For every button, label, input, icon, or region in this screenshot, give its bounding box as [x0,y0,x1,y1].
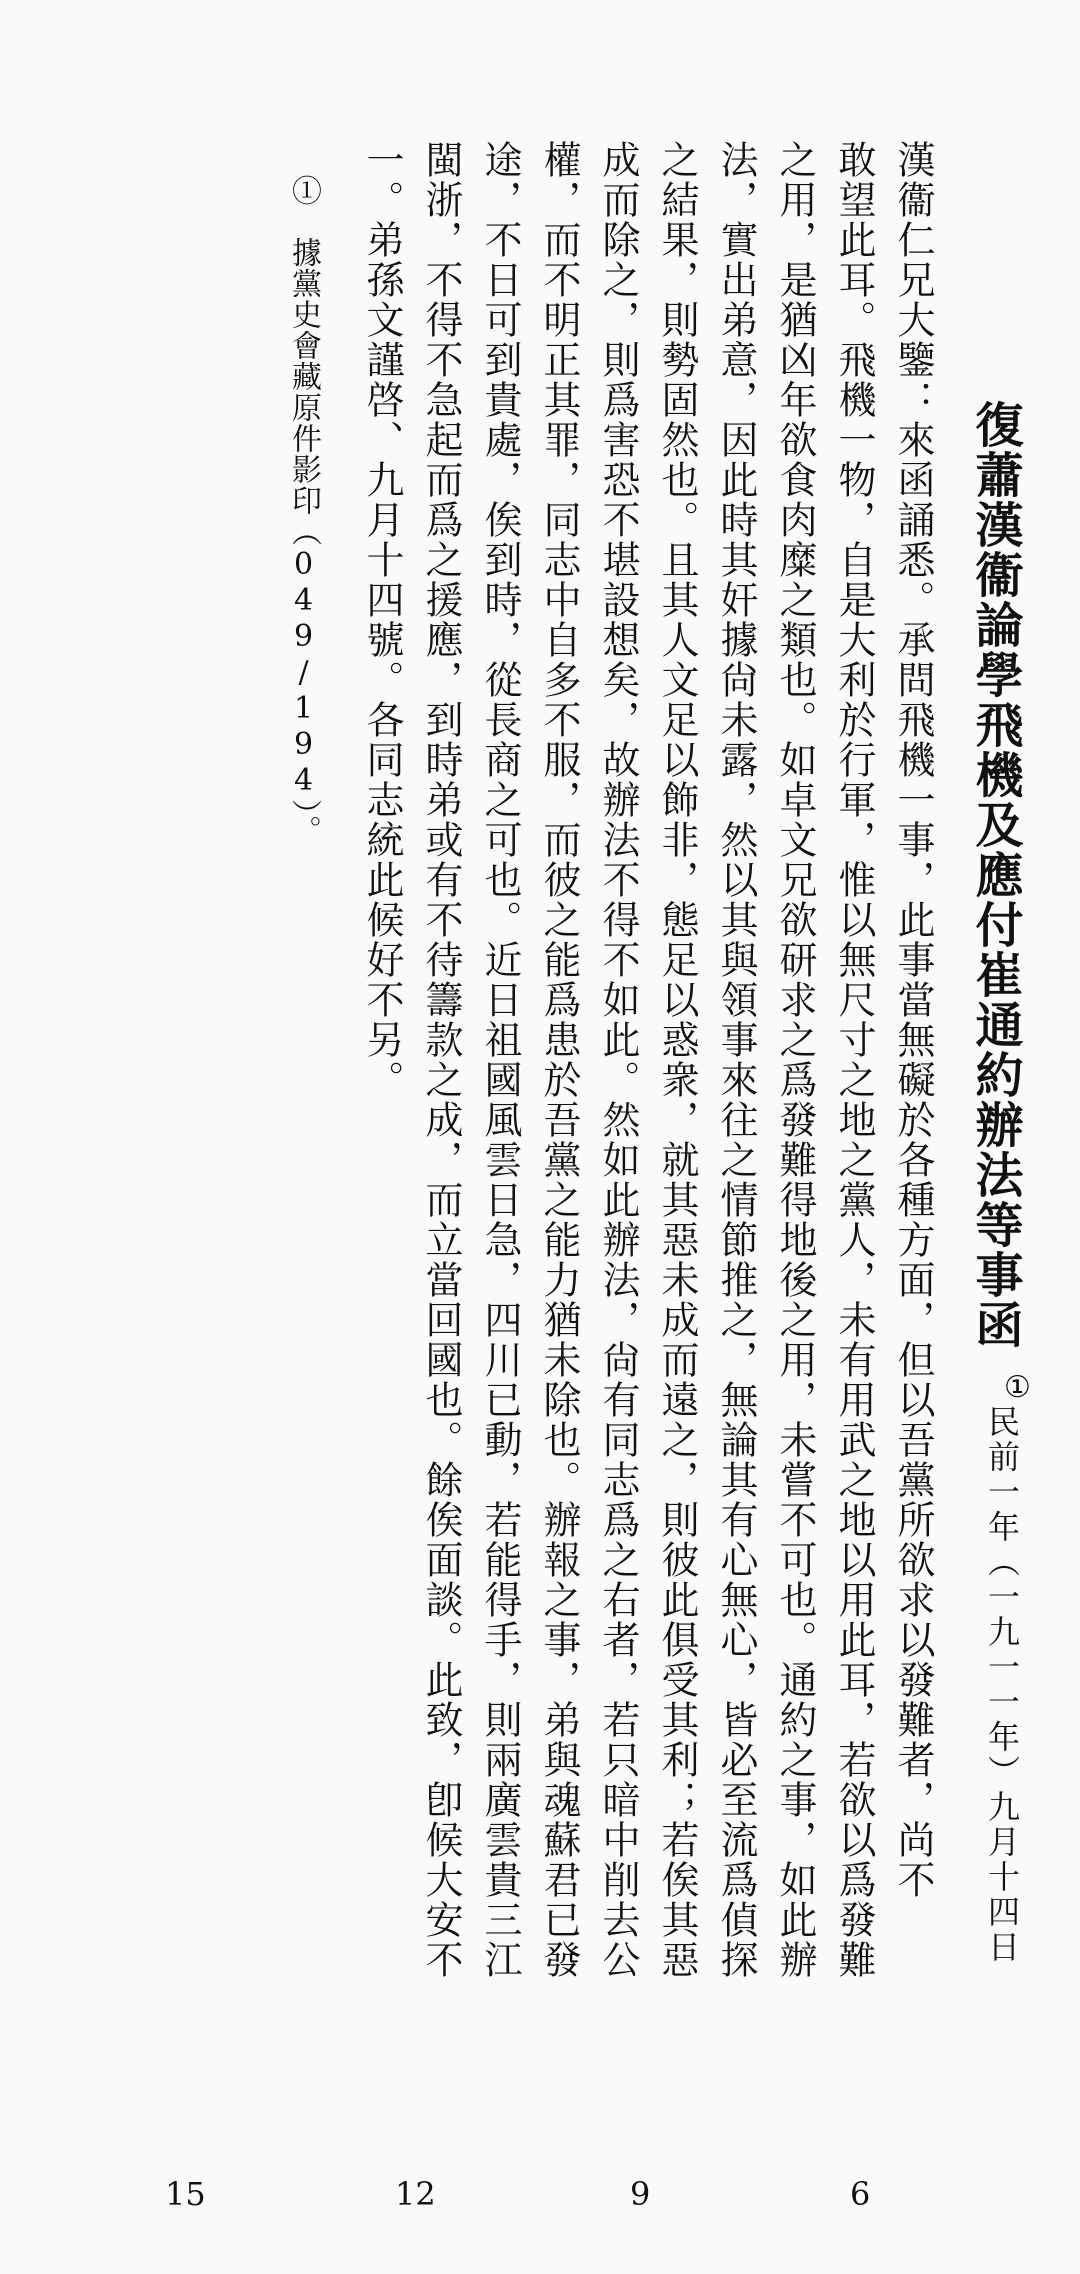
line-number: 15 [165,2175,206,2213]
footnote: ① 據黨史會藏原件影印（049/194）。 [286,175,321,846]
body-line-5: 之結果，則勢固然也。且其人文足以飾非，態足以惑衆，就其惡未成而遠之，則彼此俱受其利；若俟其惡 [655,140,699,1980]
letter-date: 民前一年（一九一一年）九月十四日 [983,1405,1021,1965]
body-line-4: 法，實出弟意，因此時其奸據尙未露，然以其與領事來往之情節推之，無論其有心無心，皆必至流爲偵探 [714,140,758,1980]
body-line-7: 權，而不明正其罪，同志中自多不服，而彼之能爲患於吾黨之能力猶未除也。辦報之事，弟與魂蘇君已發 [537,140,581,1980]
body-line-2: 敢望此耳。飛機一物，自是大利於行軍，惟以無尺寸之地之黨人，未有用武之地以用此耳，若欲以爲發難 [832,140,876,1980]
body-line-1: 漢衞仁兄大鑒：來函誦悉。承問飛機一事，此事當無礙於各種方面，但以吾黨所欲求以發難者，尚不 [891,140,935,1900]
line-number: 6 [850,2175,871,2213]
body-line-3: 之用，是猶凶年欲食肉糜之類也。如卓文兄欲研求之爲發難得地後之用，未嘗不可也。通約之事，如此辦 [773,140,817,1980]
body-line-8: 途，不日可到貴處，俟到時，從長商之可也。近日祖國風雲日急，四川已動，若能得手，則兩廣雲貴三江 [478,140,522,1980]
body-line-6: 成而除之，則爲害恐不堪設想矣，故辦法不得不如此。然如此辦法，尙有同志爲之右者，若只暗中削去公 [596,140,640,1980]
body-line-10: 一。弟孫文謹啓、九月十四號。各同志統此候好不另。 [360,140,404,1100]
letter-title: 復蕭漢衞論學飛機及應付崔通約辦法等事函 [967,400,1023,1350]
title-footnote-mark: ① [1000,1370,1035,1405]
line-number: 9 [630,2175,651,2213]
line-number: 12 [395,2175,436,2213]
body-line-9: 閩浙，不得不急起而爲之援應，到時弟或有不待籌款之成，而立當回國也。餘俟面談。此致，卽候大安不 [419,140,463,1980]
